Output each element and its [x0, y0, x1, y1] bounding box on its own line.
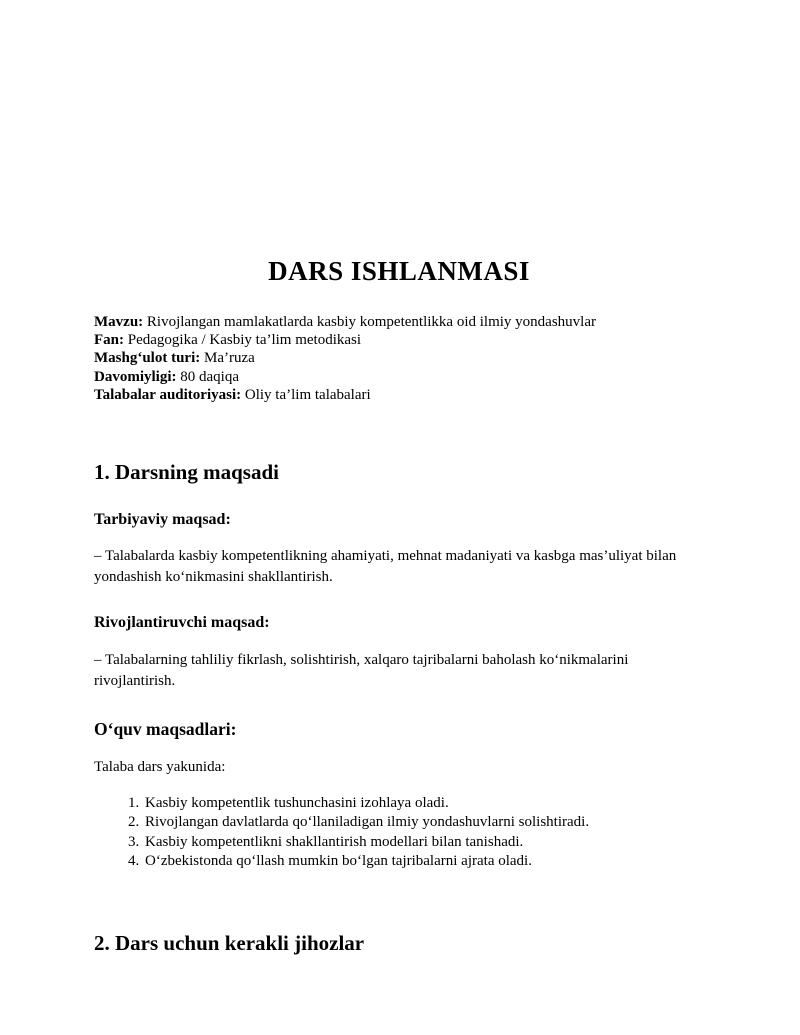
meta-label: Talabalar auditoriyasi:	[94, 386, 242, 403]
meta-line-davomiyligi	[94, 368, 704, 386]
meta-line-fan	[94, 331, 704, 349]
rivojlantiruvchi-maqsad-heading: Rivojlantiruvchi maqsad:	[94, 614, 270, 632]
meta-value: Pedagogika / Kasbiy ta’lim metodikasi	[127, 332, 362, 349]
objective-item	[143, 813, 704, 832]
meta-line-talabalar-auditoriyasi	[94, 386, 704, 404]
oquv-maqsadlari-heading: O‘quv maqsadlari:	[94, 718, 237, 739]
oquv-maqsadlari-intro: Talaba dars yakunida:	[94, 758, 226, 775]
page-title: DARS ISHLANMASI	[268, 256, 530, 286]
meta-value: 80 daqiqa	[180, 368, 239, 385]
objective-item	[143, 852, 704, 871]
meta-line-mashgulot-turi	[94, 349, 704, 367]
meta-label: Davomiyligi:	[94, 368, 177, 385]
objective-item	[143, 794, 704, 813]
objective-text: O‘zbekistonda qo‘llash mumkin bo‘lgan tajribalarni ajrata oladi.	[145, 853, 532, 870]
meta-line-mavzu	[94, 313, 704, 331]
objective-text: Kasbiy kompetentlik tushunchasini izohlaya oladi.	[145, 794, 449, 811]
objectives-list	[94, 794, 704, 871]
meta-value: Ma’ruza	[204, 350, 255, 367]
objective-text: Rivojlangan davlatlarda qo‘llaniladigan ilmiy yondashuvlarni solishtiradi.	[145, 814, 590, 831]
meta-label: Mashg‘ulot turi:	[94, 350, 201, 367]
objective-item	[143, 833, 704, 852]
meta-block	[94, 313, 704, 404]
meta-value: Rivojlangan mamlakatlarda kasbiy kompetentlikka oid ilmiy yondashuvlar	[146, 314, 596, 330]
meta-label: Fan:	[94, 332, 124, 349]
section-1-heading: 1. Darsning maqsadi	[94, 460, 279, 485]
meta-value: Oliy ta’lim talabalari	[244, 386, 371, 403]
meta-label: Mavzu:	[94, 314, 144, 330]
section-2-heading: 2. Dars uchun kerakli jihozlar	[94, 930, 365, 955]
tarbiyaviy-maqsad-heading: Tarbiyaviy maqsad:	[94, 511, 231, 529]
tarbiyaviy-maqsad-text: – Talabalarda kasbiy kompetentlikning ahamiyati, mehnat madaniyati va kasbga mas’uliyat bilan yondashish ko‘nikmasini shakllantirish.	[94, 548, 677, 586]
rivojlantiruvchi-maqsad-text: – Talabalarning tahliliy fikrlash, solishtirish, xalqaro tajribalarni baholash ko‘nikmalarini rivojlantirish.	[94, 651, 629, 689]
objective-text: Kasbiy kompetentlikni shakllantirish modellari bilan tanishadi.	[145, 833, 524, 850]
